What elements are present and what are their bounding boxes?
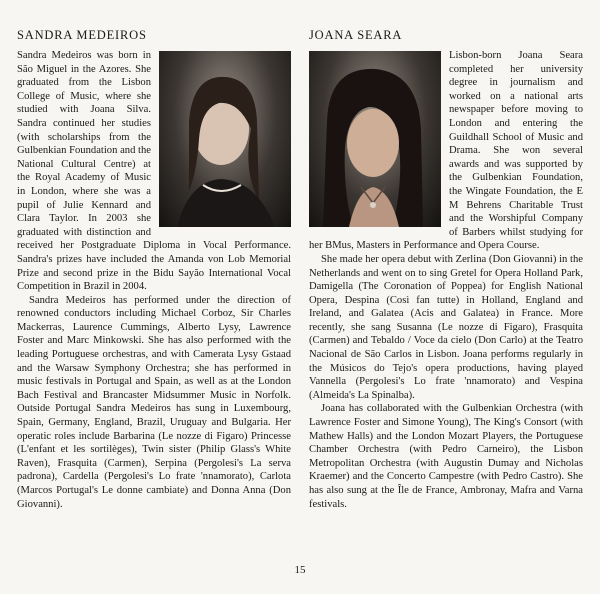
bio-column-joana — [309, 26, 583, 511]
bio-paragraph: Joana has collaborated with the Gulbenkian Orchestra (with Lawrence Foster and Simone Young), The King's Consort (with Mathew Halls) and the London Mozart Players, the Portuguese Chamber Orchestra (with Pedro Carneiro), the Lisbon Metropolitan Orchestra (with Augustin Dumay and Nicholas Kraemer) and the Concerto Campestre (with Pedro Castro). She has also sung at the Île de France, Ambronay, Mafra and Varna festivals. — [309, 403, 583, 510]
bio-paragraph: Lisbon-born Joana Seara completed her university degree in journalism and worked on a national arts newspaper before moving to London and entering the Guildhall School of Music and Drama. She won several awards and was supported by the Gulbenkian Foundation, the Wingate Foundation, the E M Behrens Charitable Trust and the Worshipful Company of Barbers whilst studying for her BMus, Masters in Performance and Opera Course. — [309, 50, 583, 252]
bio-paragraph: Sandra Medeiros was born in São Miguel in the Azores. She graduated from the Lisbon College of Music, where she studied with Joana Silva. Sandra continued her studies (with scholarships from the Gulbenkian Foundation and the National Cultural Centre) at the Royal Academy of Music in London, where she was a pupil of Julie Kennard and Clara Taylor. In 2003 she graduated with distinction and received her Postgraduate Diploma in Vocal Performance. Sandra's prizes have included the Amanda von Lob Memorial Prize and second prize in the Bidu Sayão International Vocal Competition in Brazil in 2004. — [17, 50, 291, 293]
artist-name-heading: SANDRA MEDEIROS — [17, 28, 147, 42]
bio-column-sandra — [17, 26, 291, 511]
bio-paragraph: Sandra Medeiros has performed under the direction of renowned conductors including Michael Corboz, Sir Charles Mackerras, Laurence Cummings, Alberto Lysy, Lawrence Foster and Marc Minkowski. She has also performed with the leading Portuguese orchestras, and with Camerata Lysy Gstaad and the Warsaw Symphony Orchestra; she has performed in music festivals in Portugal and Spain, as well as at the London Bach Festival and Brancaster Midsummer Music in Norfolk. Outside Portugal Sandra Medeiros has sung in Luxembourg, Spain, Germany, England, Brazil, Uruguay and Bulgaria. Her operatic roles include Barbarina (Le nozze di Figaro) Princesse (L'enfant et les sortilèges), Twin sister (Philip Glass's White Raven), Frasquita (Carmen), Serpina (Pergolesi's La serva padrona), Cardella (Pergolesi's Lo frate 'nnamorato), Carlota (Marcos Portugal's Le donne cambiate) and Donna Anna (Don Giovanni). — [17, 294, 291, 510]
portrait-silhouette-icon — [159, 51, 291, 227]
artist-name-heading: JOANA SEARA — [309, 28, 403, 42]
page-number: 15 — [294, 564, 306, 576]
sandra-portrait-photo — [159, 51, 291, 227]
joana-portrait-photo — [309, 51, 441, 227]
bio-paragraph: She made her opera debut with Zerlina (Don Giovanni) in the Netherlands and went on to sing Gretel for Opera Holland Park, Damigella (The Coronation of Poppea) for English National Opera, Despina (Così fan tutte) in Holland, England and Ireland, and Galatea (Acis and Galatea) in France. More recently, she sang Susanna (Le nozze di Figaro), Frasquita (Carmen) and Tebaldo / Voce da cielo (Don Carlo) at the Teatro Nacional de São Carlos in Lisbon. Joana performs regularly in the Músicos do Tejo's opera productions, having played Vannella (Pergolesi's Lo frate 'nnamorato) and Vespina (Almeida's La Spinalba). — [309, 253, 583, 401]
portrait-silhouette-icon — [309, 51, 441, 227]
